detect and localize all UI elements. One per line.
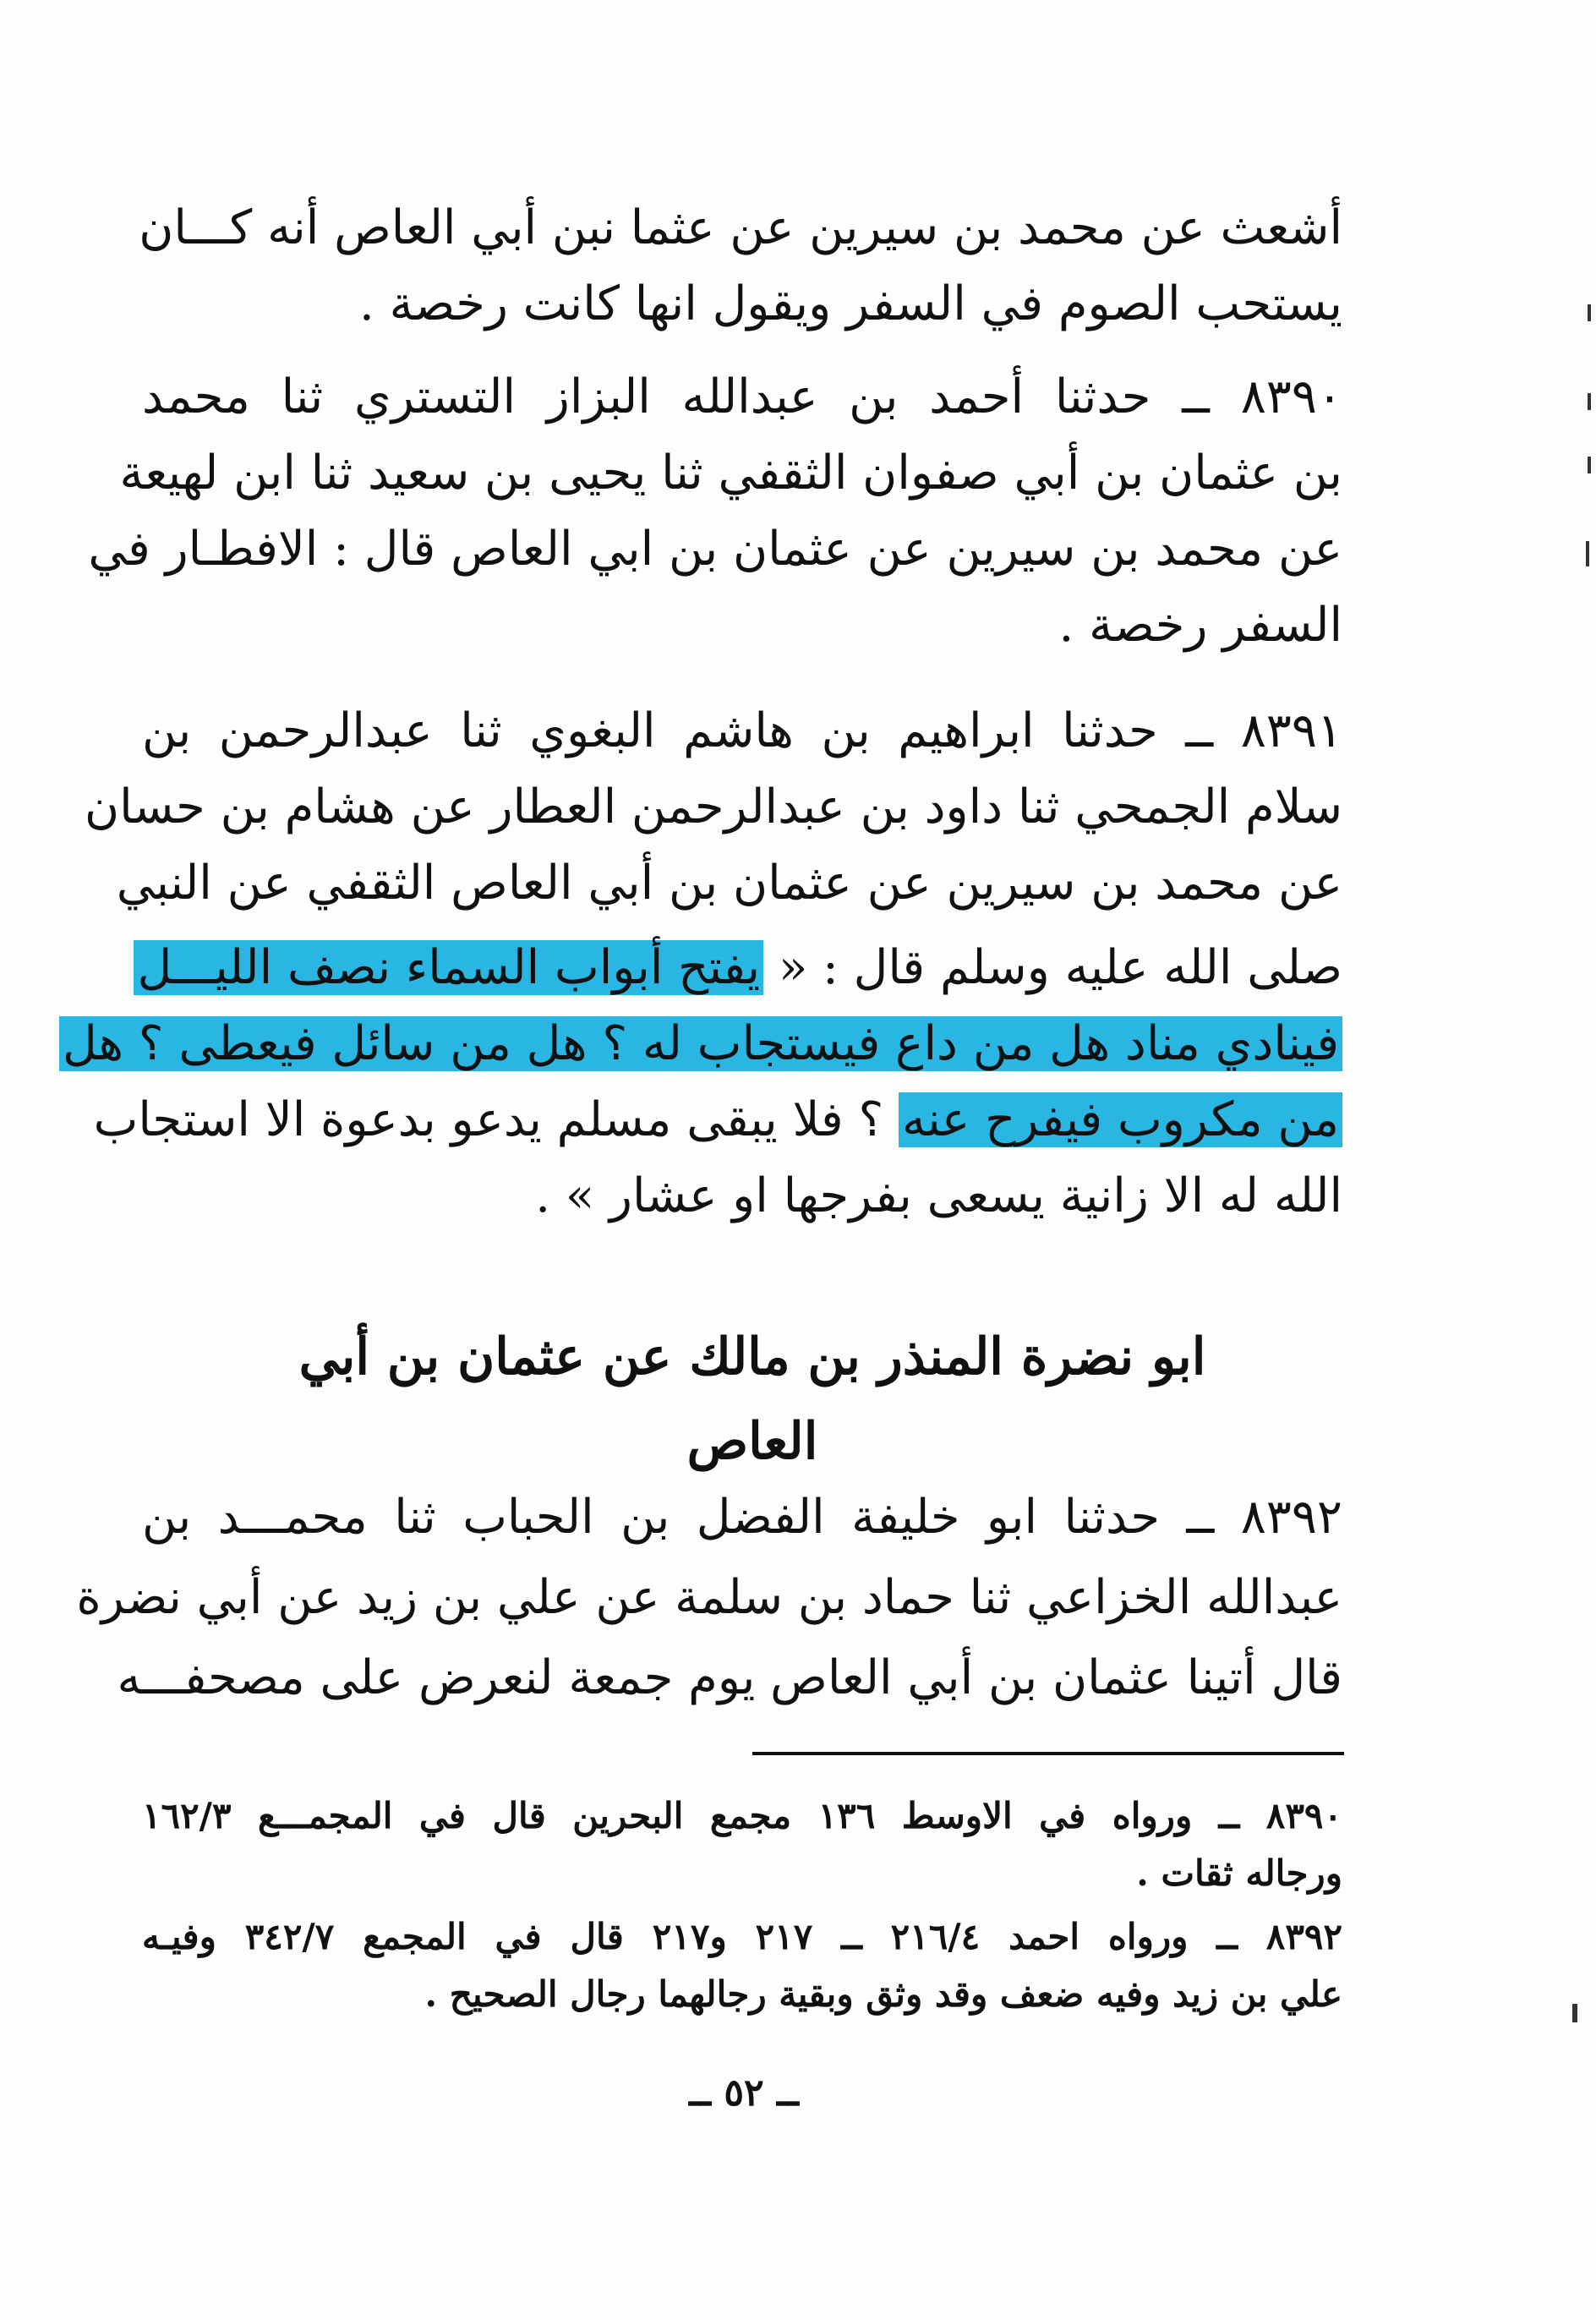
plain-text: صلى الله عليه وسلم قال : « bbox=[763, 940, 1342, 995]
footnote-line: ٨٣٩٠ ــ ورواه في الاوسط ١٣٦ مجمع البحرين قال في المجمـــع ١٦٢/٣ bbox=[142, 1795, 1342, 1836]
hadith-8390-line: عن محمد بن سيرين عن عثمان بن ابي العاص قال : الافطـار في bbox=[88, 522, 1342, 577]
text-line: يستحب الصوم في السفر ويقول انها كانت رخصة . bbox=[359, 276, 1342, 331]
hadith-8391-line bbox=[93, 1082, 1342, 1158]
scan-mark bbox=[1588, 393, 1591, 410]
scan-mark bbox=[1588, 457, 1591, 473]
footnote-divider bbox=[752, 1752, 1344, 1755]
hadith-8391-line: سلام الجمحي ثنا داود بن عبدالرحمن العطار عن هشام بن حسان bbox=[85, 780, 1342, 834]
highlighted-text[interactable]: يفتح أبواب السماء نصف الليـــل bbox=[134, 940, 763, 995]
hadith-8392-line: قال أتينا عثمان بن أبي العاص يوم جمعة لنعرض على مصحفـــه bbox=[117, 1650, 1342, 1705]
hadith-8390-line: السفر رخصة . bbox=[1058, 598, 1342, 653]
highlighted-text[interactable]: من مكروب فيفرح عنه bbox=[899, 1092, 1342, 1147]
hadith-8391-line bbox=[137, 930, 1342, 1006]
hadith-8391-line: عن محمد بن سيرين عن عثمان بن أبي العاص الثقفي عن النبي bbox=[116, 856, 1342, 911]
plain-text: ؟ فلا يبقى مسلم يدعو بدعوة الا استجاب bbox=[93, 1092, 899, 1147]
text-line: أشعث عن محمد بن سيرين عن عثما نبن أبي العاص أنه كـــان bbox=[139, 200, 1342, 255]
hadith-8391-line: الله له الا زانية يسعى بفرجها او عشار » . bbox=[535, 1168, 1342, 1223]
page-number: ــ ٥٢ ــ bbox=[689, 2071, 799, 2115]
section-heading: ابو نضرة المنذر بن مالك عن عثمان بن أبي العاص bbox=[298, 1327, 1206, 1471]
hadith-8392-line: عبدالله الخزاعي ثنا حماد بن سلمة عن علي بن زيد عن أبي نضرة bbox=[76, 1570, 1342, 1625]
scan-mark bbox=[1588, 304, 1591, 321]
hadith-8392-line: ٨٣٩٢ ــ حدثنا ابو خليفة الفضل بن الحباب ثنا محمـــد بن bbox=[142, 1490, 1342, 1545]
scan-mark bbox=[1586, 541, 1589, 566]
hadith-8390-line: ٨٣٩٠ ــ حدثنا أحمد بن عبدالله البزاز التستري ثنا محمد bbox=[142, 369, 1342, 424]
footnote-line: ورجاله ثقات . bbox=[1136, 1852, 1342, 1894]
footnote-line: علي بن زيد وفيه ضعف وقد وثق وبقية رجالهما رجال الصحيح . bbox=[424, 1973, 1342, 2015]
hadith-8391-line bbox=[63, 1006, 1342, 1082]
highlighted-text[interactable]: فينادي مناد هل من داع فيستجاب له ؟ هل من سائل فيعطى ؟ هل bbox=[59, 1016, 1342, 1071]
scan-mark bbox=[1572, 2004, 1577, 2022]
hadith-8391-line: ٨٣٩١ ــ حدثنا ابراهيم بن هاشم البغوي ثنا عبدالرحمن بن bbox=[142, 703, 1342, 758]
footnote-line: ٨٣٩٢ ــ ورواه احمد ٢١٦/٤ ــ ٢١٧ و٢١٧ قال في المجمع ٣٤٢/٧ وفيـه bbox=[142, 1916, 1342, 1957]
hadith-8390-line: بن عثمان بن أبي صفوان الثقفي ثنا يحيى بن سعيد ثنا ابن لهيعة bbox=[119, 446, 1342, 501]
